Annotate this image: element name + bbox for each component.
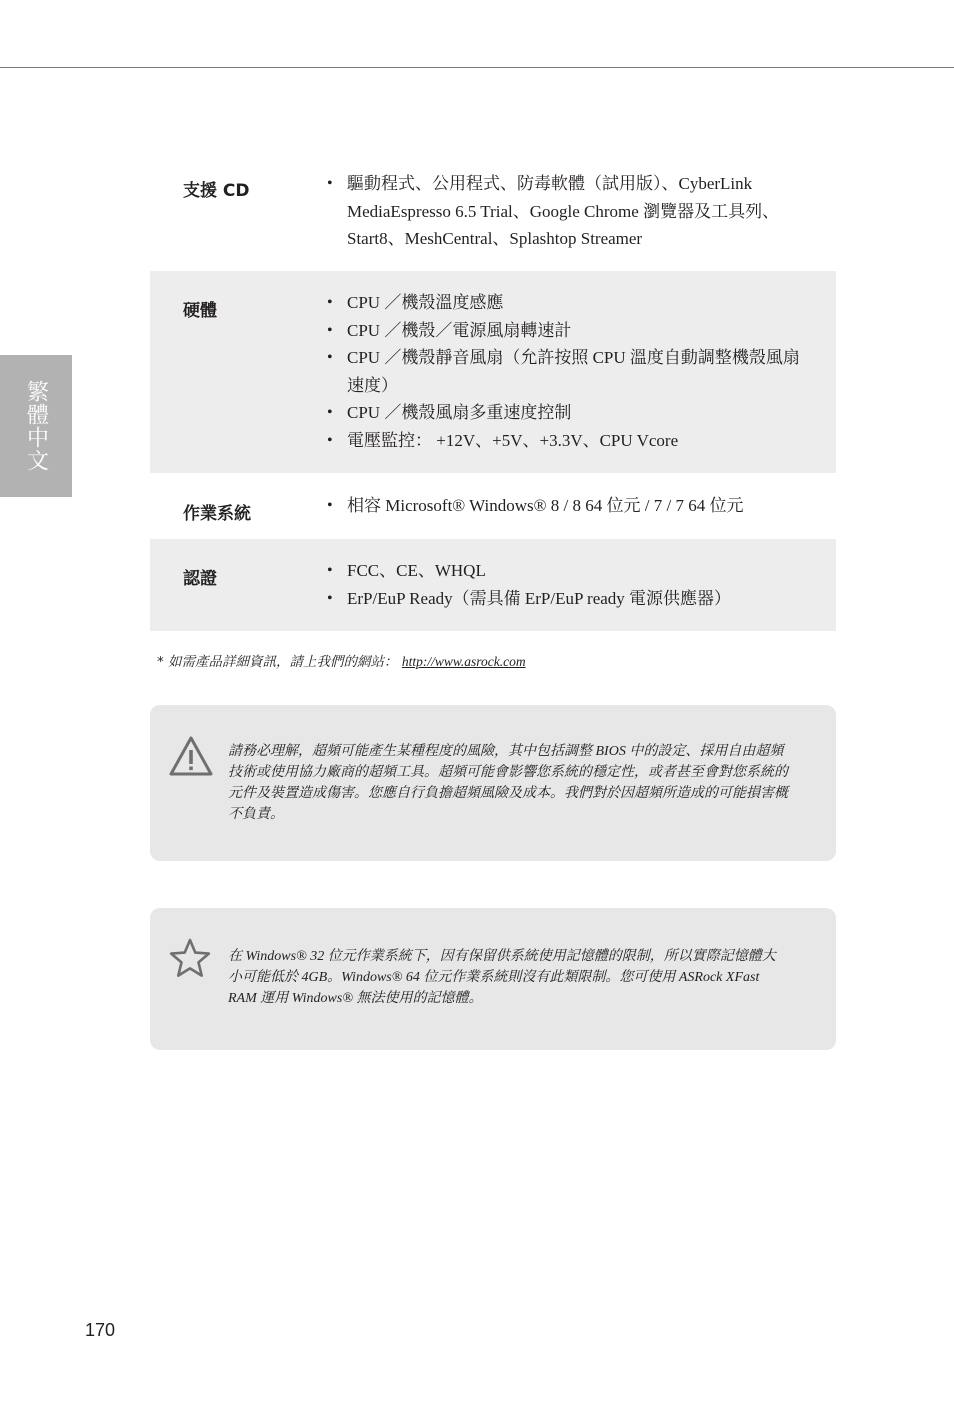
top-rule [0, 67, 954, 68]
spec-item: • CPU ／機殼風扇多重速度控制 [327, 399, 812, 427]
footnote-text: * 如需產品詳細資訊，請上我們的網站： [157, 654, 398, 670]
page-number: 170 [85, 1320, 116, 1340]
spec-item: • CPU ／機殼靜音風扇（允許按照 CPU 溫度自動調整機殼風扇速度） [327, 344, 812, 399]
info-note-box [150, 908, 836, 1050]
spec-item: • FCC、CE、WHQL [327, 557, 812, 585]
language-side-tab [0, 355, 72, 497]
spec-row-certifications [150, 539, 836, 631]
spec-item: • CPU ／機殼溫度感應 [327, 289, 812, 317]
warning-triangle-icon [168, 735, 214, 777]
spec-item: • CPU ／機殼／電源風扇轉速計 [327, 317, 812, 345]
spec-row-support-cd [150, 165, 836, 269]
info-note-text: 在 Windows® 32 位元作業系統下，因有保留供系統使用記憶體的限制，所以實際記憶體大小可能低於 4GB。Windows® 64 位元作業系統則沒有此類限制。您可使用 ASRock XFast RAM 運用 Windows® 無法使用的記憶體。 [228, 949, 776, 1006]
spec-item-list [327, 289, 812, 454]
spec-item: • 驅動程式、公用程式、防毒軟體（試用版）、CyberLink MediaEspresso 6.5 Trial、Google Chrome 瀏覽器及工具列、Start8、MeshCentral、Splashtop Streamer [327, 170, 812, 253]
spec-item-list [327, 170, 812, 253]
spec-label: 認證 [183, 569, 217, 589]
spec-label: 作業系統 [183, 504, 251, 524]
footnote [157, 650, 526, 670]
spec-row-hardware [150, 271, 836, 473]
spec-label: 硬體 [183, 301, 217, 321]
spec-item: • 相容 Microsoft® Windows® 8 / 8 64 位元 / 7 / 7 64 位元 [327, 492, 812, 520]
star-icon [168, 937, 212, 979]
spec-item: • ErP/EuP Ready（需具備 ErP/EuP ready 電源供應器） [327, 585, 812, 613]
warning-note-box [150, 705, 836, 861]
spec-label: 支援 CD [183, 181, 250, 201]
language-side-tab-label: 繁體中文 [23, 380, 49, 472]
warning-note-text: 請務必理解，超頻可能產生某種程度的風險，其中包括調整 BIOS 中的設定、採用自由超頻技術或使用協力廠商的超頻工具。超頻可能會影響您系統的穩定性，或者甚至會對您系統的元件及裝置造成傷害。您應自行負擔超頻風險及成本。我們對於因超頻所造成的可能損害概不負責。 [228, 744, 788, 822]
spec-item: • 電壓監控： +12V、+5V、+3.3V、CPU Vcore [327, 427, 812, 455]
spec-item-list [327, 557, 812, 612]
website-link[interactable]: http://www.asrock.com [401, 654, 526, 669]
spec-row-os [150, 473, 836, 539]
spec-item-list [327, 492, 812, 520]
